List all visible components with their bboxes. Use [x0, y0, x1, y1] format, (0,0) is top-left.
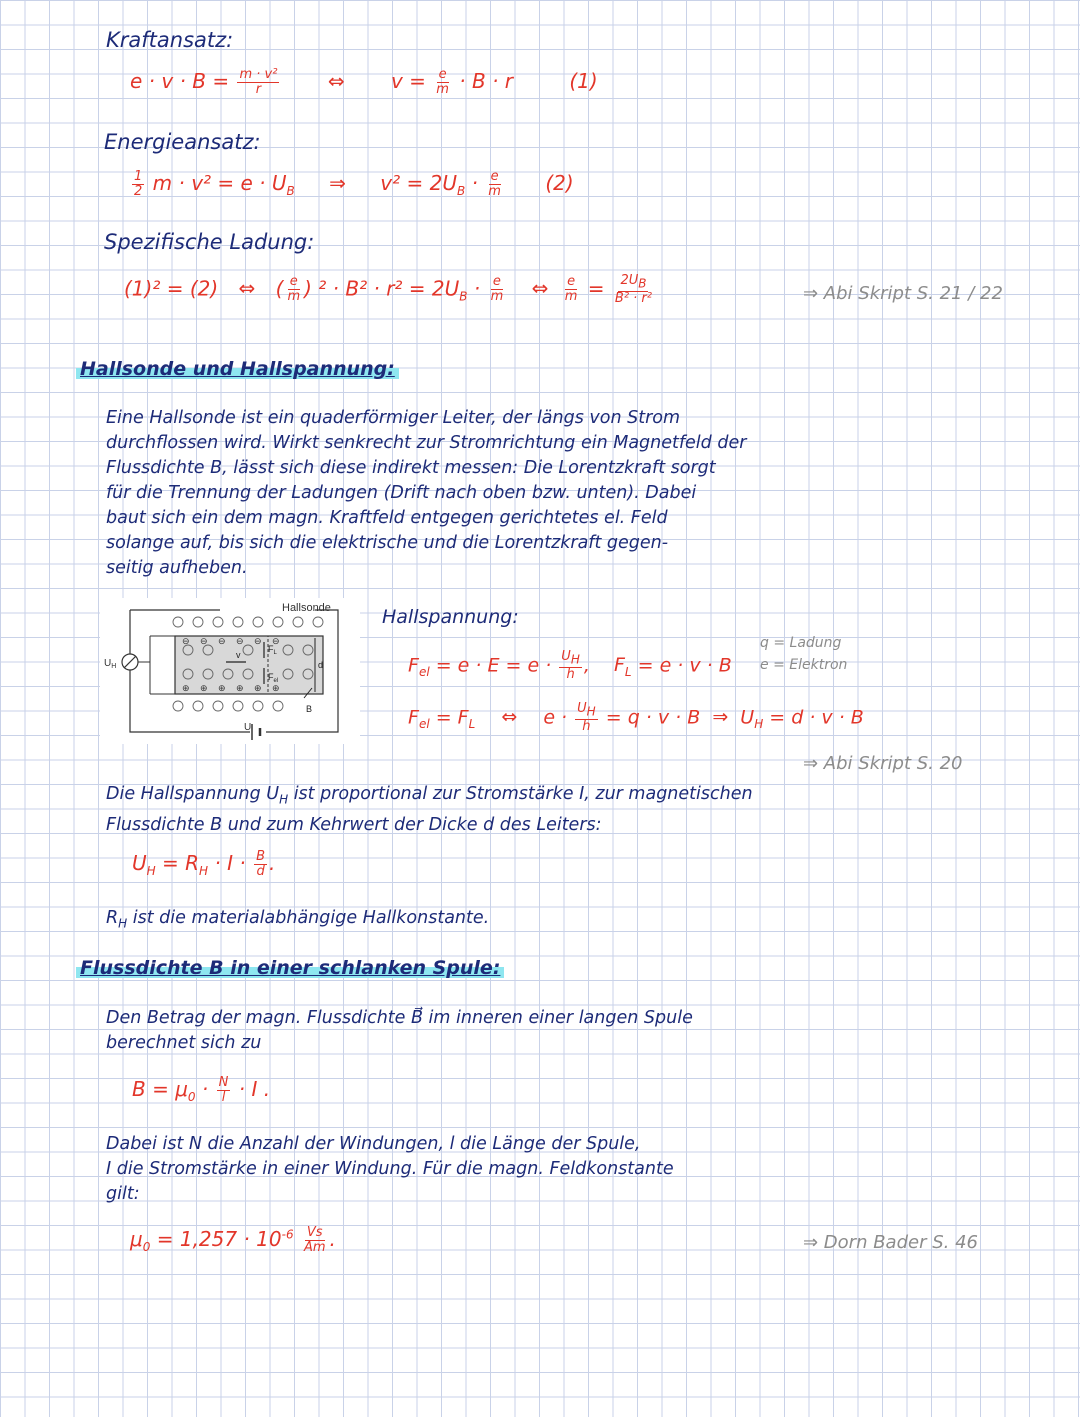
mu-sub: 0 [142, 1240, 151, 1254]
energie-rhs-sub: B [456, 184, 466, 198]
spez-res-frac-den: m [564, 289, 578, 305]
rh-end: ist die materialabhängige Hallkonstante. [132, 908, 490, 928]
b-label: B [306, 704, 313, 714]
fel-label-text: F [268, 672, 274, 682]
spule-line-1: Den Betrag der magn. Flussdichte B⃗ im inneren einer langen Spule [106, 1008, 693, 1028]
spule-line-2: berechnet sich zu [106, 1033, 262, 1053]
svg-text:⊖: ⊖ [218, 636, 226, 646]
energie-rhs-frac-den: m [488, 184, 501, 199]
spez-paren-den: m [287, 289, 301, 305]
spez-res-frac2 [613, 274, 654, 306]
spez-part2-frac-den: m [490, 289, 504, 305]
spez-part1: (1)² = (2) [124, 276, 219, 301]
eq1-fl-rhs: = e · v · B [637, 654, 732, 677]
energieansatz-equation [130, 170, 574, 199]
eq2-mid: = q · v · B [605, 706, 701, 729]
eq2-eq: = [435, 706, 452, 729]
spule-formula-mid: · [201, 1077, 209, 1101]
spez-res-num-sub: B [638, 276, 647, 291]
spez-part2-sub: B [459, 289, 468, 304]
spez-paren-frac [285, 275, 302, 304]
kraft-rhs-start: v = [390, 69, 426, 93]
formula-mid: = R [162, 851, 200, 875]
hallspannung-equation-1 [408, 650, 732, 682]
spule-desc-line-2: I die Stromstärke in einer Windung. Für die magn. Feldkonstante [106, 1159, 674, 1179]
spez-paren-open: ( [275, 276, 284, 301]
eq2-f2-sub: L [468, 717, 476, 732]
eq1-mid: = e · E = e · [435, 654, 552, 677]
eq1-frac-num-sub: H [570, 652, 580, 667]
mu-end: . [329, 1227, 336, 1251]
energie-rhs-mid: · [471, 171, 478, 195]
energie-arrow: ⇒ [329, 171, 346, 195]
eq2-frac-num [575, 702, 598, 720]
eq1-f: F [408, 654, 419, 677]
eq1-fl: F [613, 654, 625, 677]
energieansatz-title: Energieansatz: [104, 130, 261, 154]
statement-line-1-sub: H [279, 792, 289, 807]
spezifische-ladung-title: Spezifische Ladung: [104, 230, 315, 254]
hallsonde-diagram-svg [100, 598, 360, 744]
svg-text:⊖: ⊖ [182, 636, 190, 646]
spez-paren-num: e [289, 274, 298, 290]
feldkonstante-formula [130, 1226, 336, 1255]
svg-text:⊕: ⊕ [254, 683, 262, 693]
kraft-frac [237, 68, 279, 97]
spule-desc-line-3: gilt: [106, 1184, 140, 1204]
uh-label-text: U [104, 658, 112, 669]
rh-sub: H [118, 916, 128, 931]
kraft-lhs: e · v · B = [130, 69, 230, 93]
uh-label-sub: H [111, 663, 117, 670]
eq2-frac-num-sub: H [586, 704, 596, 719]
eq1-f-sub: el [418, 665, 430, 680]
hallsonde-paragraph [106, 406, 746, 581]
spule-heading: Flussdichte B in einer schlanken Spule: [76, 957, 504, 979]
diagram-title: Hallsonde [282, 602, 331, 614]
energie-lhs-sub: B [286, 184, 295, 198]
hallspannung-statement [106, 782, 753, 838]
formula-rest: · I · [214, 851, 246, 875]
svg-text:⊕: ⊕ [200, 683, 208, 693]
spez-part2-mid: · [473, 276, 481, 301]
spez-res-num [618, 274, 648, 292]
energie-lhs: m · v² = e · U [152, 171, 287, 195]
kraft-frac-den: r [255, 82, 262, 97]
eq1-frac-num [559, 650, 582, 668]
energie-half [132, 170, 144, 199]
reference-abi-skript-20: ⇒ Abi Skript S. 20 [803, 753, 963, 774]
spez-paren-close: ) [304, 276, 312, 301]
fl-label-text: F [268, 644, 274, 654]
svg-text:⊕: ⊕ [218, 683, 226, 693]
formula-lhs-sub: H [146, 864, 156, 878]
hallsonde-diagram [100, 598, 360, 744]
hallkonstante-line [106, 906, 489, 937]
spule-formula-end: · I . [238, 1077, 271, 1101]
spez-res-num-text: 2U [620, 273, 639, 288]
eq2-f1: F [408, 706, 419, 729]
hallspannung-equation-2 [408, 702, 864, 734]
eq2-res-rhs: = d · v · B [769, 706, 864, 729]
mu-frac-den: Am [303, 1240, 326, 1255]
uh-label [104, 658, 116, 670]
kraft-rhs-frac-den: m [436, 82, 449, 97]
spez-res-frac [563, 275, 580, 304]
spule-formula [132, 1076, 270, 1105]
eq2-res-sub: H [754, 717, 764, 732]
energie-rhs-frac-num: e [490, 169, 499, 184]
hallsonde-line-1: Eine Hallsonde ist ein quaderförmiger Leiter, der längs von Strom [106, 408, 681, 428]
note-ladung: q = Ladung [760, 635, 842, 651]
hall-notes [760, 632, 847, 676]
kraft-rhs-frac [434, 68, 451, 97]
spule-formula-frac-num: N [218, 1075, 229, 1090]
formula-mid-sub: H [199, 864, 209, 878]
svg-text:⊕: ⊕ [272, 683, 280, 693]
hallsonde-heading: Hallsonde und Hallspannung: [76, 358, 399, 380]
rh-start: R [106, 908, 119, 928]
hallsonde-line-4: für die Trennung der Ladungen (Drift nach oben bzw. unten). Dabei [106, 483, 697, 503]
spez-equiv2: ⇔ [531, 276, 549, 301]
hallsonde-line-6: solange auf, bis sich die elektrische und die Lorentzkraft gegen- [106, 533, 669, 553]
eq2-e: e · [543, 706, 568, 729]
fel-label-sub: el [273, 678, 279, 684]
note-elektron: e = Elektron [760, 657, 848, 673]
statement-line-1 [106, 782, 753, 813]
statement-line-1-end: ist proportional zur Stromstärke I, zur magnetischen [293, 784, 753, 804]
eq2-equiv: ⇔ [501, 706, 518, 729]
eq2-frac [575, 702, 598, 734]
eq1-comma: , [583, 654, 590, 677]
reference-abi-skript-21-22: ⇒ Abi Skript S. 21 / 22 [803, 283, 1003, 304]
spez-equiv1: ⇔ [238, 276, 256, 301]
svg-text:⊖: ⊖ [272, 636, 280, 646]
eq2-frac-num-text: U [577, 701, 587, 716]
eq2-arrow: ⇒ [712, 706, 729, 729]
u-label: U [244, 722, 252, 733]
energie-rhs: v² = 2U [380, 171, 457, 195]
hallspannung-title: Hallspannung: [382, 606, 519, 628]
spule-paragraph [106, 1006, 693, 1056]
hallspannung-formula [132, 850, 275, 879]
kraftansatz-title: Kraftansatz: [106, 28, 234, 52]
fl-label-sub: L [273, 650, 277, 656]
kraftansatz-equation [130, 68, 598, 97]
d-label: d [318, 660, 324, 670]
statement-line-2: Flussdichte B und zum Kehrwert der Dicke d des Leiters: [106, 814, 602, 835]
formula-frac [254, 850, 267, 879]
eq1-fl-sub: L [624, 665, 632, 680]
formula-frac-num: B [256, 849, 266, 864]
spez-part2-frac [489, 275, 506, 304]
spez-res-frac-num: e [567, 274, 576, 290]
svg-text:⊕: ⊕ [182, 683, 190, 693]
svg-text:⊖: ⊖ [236, 636, 244, 646]
spez-res-eq: = [587, 276, 605, 301]
svg-text:⊖: ⊖ [200, 636, 208, 646]
eq2-frac-den: h [582, 718, 591, 734]
energie-number: (2) [545, 171, 574, 195]
spule-formula-start: B = μ [132, 1077, 188, 1101]
energie-rhs-frac [486, 170, 503, 199]
kraft-number: (1) [569, 69, 598, 93]
formula-end: . [269, 851, 276, 875]
spez-part2-frac-num: e [492, 274, 501, 290]
statement-line-1-start: Die Hallspannung U [106, 784, 280, 804]
hallsonde-line-5: baut sich ein dem magn. Kraftfeld entgegen gerichtetes el. Feld [106, 508, 668, 528]
hallsonde-line-3: Flussdichte B, lässt sich diese indirekt messen: Die Lorentzkraft sorgt [106, 458, 716, 478]
spule-desc-line-1: Dabei ist N die Anzahl der Windungen, l die Länge der Spule, [106, 1134, 641, 1154]
kraft-rhs-end: · B · r [459, 69, 514, 93]
v-label: v [236, 650, 241, 660]
eq1-frac [559, 650, 582, 682]
spez-res-den: B² · r² [614, 290, 652, 306]
svg-text:⊕: ⊕ [236, 683, 244, 693]
reference-dorn-bader-46: ⇒ Dorn Bader S. 46 [803, 1232, 978, 1253]
eq1-frac-num-text: U [561, 649, 571, 664]
spule-formula-frac [217, 1076, 231, 1105]
eq2-f1-sub: el [418, 717, 430, 732]
eq2-f2: F [457, 706, 469, 729]
mu-start: μ [130, 1227, 143, 1251]
mu-frac-num: Vs [306, 1225, 323, 1240]
hallsonde-line-2: durchflossen wird. Wirkt senkrecht zur Stromrichtung ein Magnetfeld der [106, 433, 747, 453]
mu-mid: = 1,257 · 10 [156, 1227, 282, 1251]
spez-part2: ² · B² · r² = 2U [318, 276, 460, 301]
probe-leads [138, 636, 175, 694]
energie-half-den: 2 [134, 184, 143, 199]
spule-description [106, 1132, 674, 1207]
formula-lhs: U [132, 851, 147, 875]
kraft-equiv: ⇔ [327, 69, 345, 93]
kraft-frac-num: m · v² [239, 67, 278, 82]
svg-text:⊖: ⊖ [254, 636, 262, 646]
energie-half-num: 1 [134, 169, 143, 184]
hallsonde-line-7: seitig aufheben. [106, 558, 248, 578]
mu-exp: -6 [281, 1227, 294, 1242]
formula-frac-den: d [256, 864, 265, 879]
spule-formula-sub: 0 [187, 1090, 196, 1104]
eq1-frac-den: h [566, 666, 575, 682]
mu-frac [302, 1226, 328, 1255]
eq2-res: U [740, 706, 755, 729]
kraft-rhs-frac-num: e [438, 67, 447, 82]
spezifische-ladung-equation [124, 274, 656, 306]
spule-formula-frac-den: l [221, 1090, 226, 1105]
